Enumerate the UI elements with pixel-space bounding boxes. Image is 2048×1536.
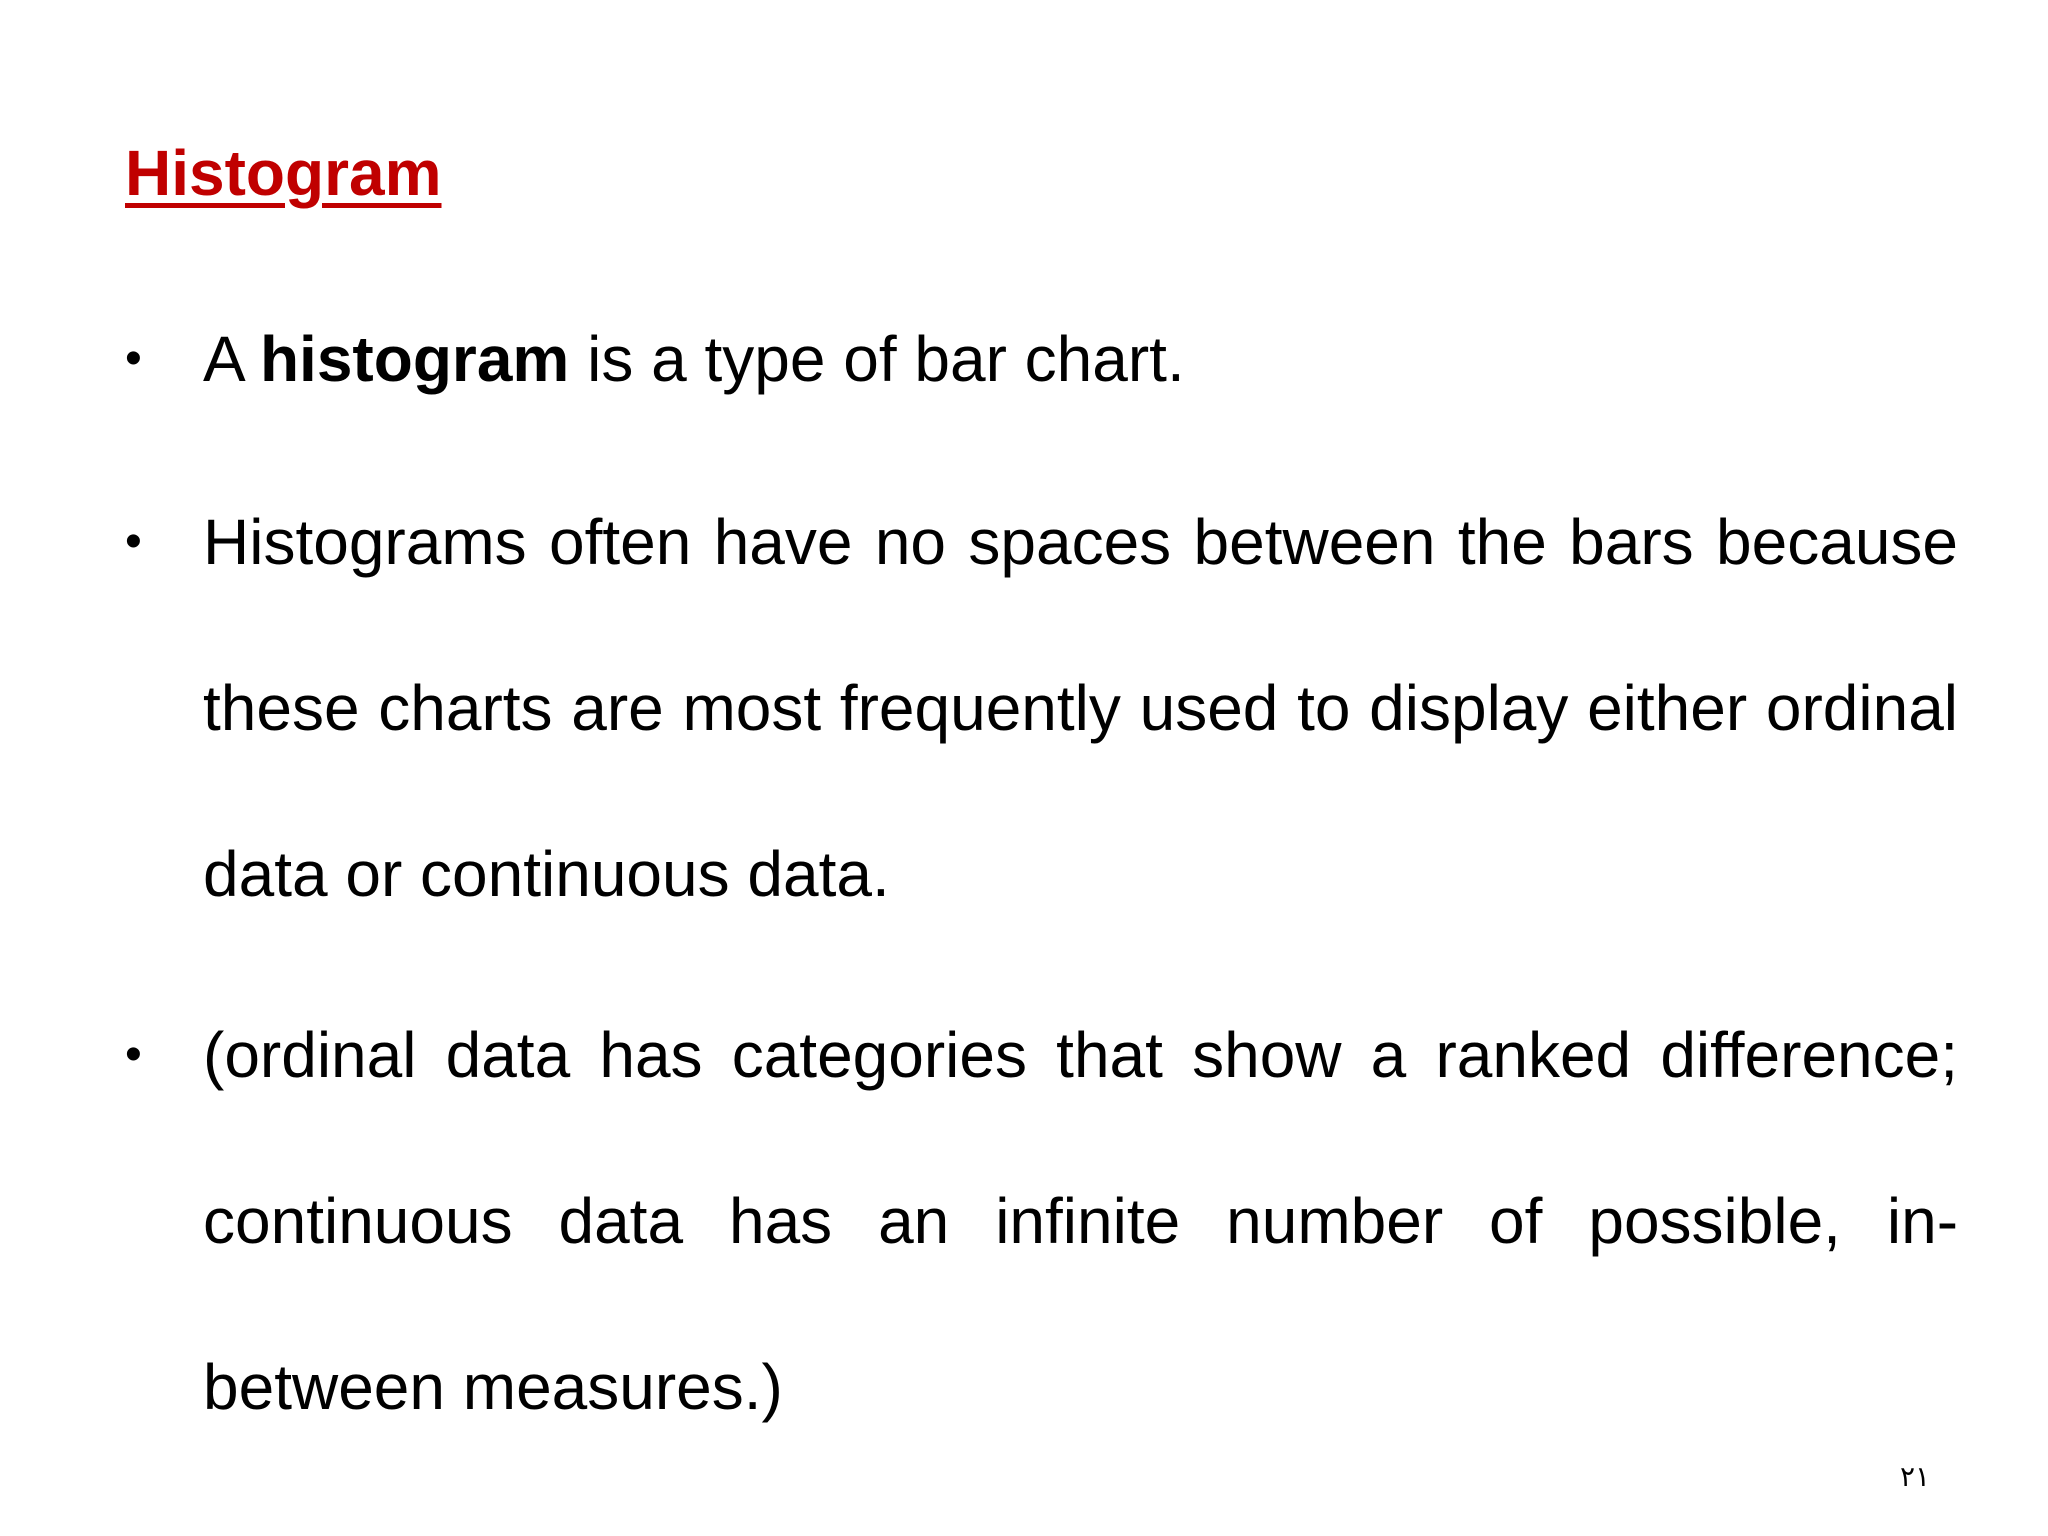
bullet-text-part: is a type of bar chart. xyxy=(569,323,1185,395)
bullet-marker: • xyxy=(125,1028,142,1081)
bullet-text-part: A xyxy=(203,323,260,395)
bullet-marker: • xyxy=(125,332,142,385)
bullet-text: Histograms often have no spaces between the bars because these charts are most frequently used to display either ordinal data or continuous data. xyxy=(203,506,1958,910)
bullet-marker: • xyxy=(125,515,142,568)
bullet-text-bold: histogram xyxy=(259,323,570,395)
page-number: ٢١ xyxy=(1900,1460,1931,1493)
bullet-text: (ordinal data has categories that show a ranked difference; continuous data has an infinite number of possible, in-between measures.) xyxy=(203,1019,1958,1423)
bullet-text xyxy=(203,276,1958,442)
slide-title: Histogram xyxy=(125,137,442,209)
